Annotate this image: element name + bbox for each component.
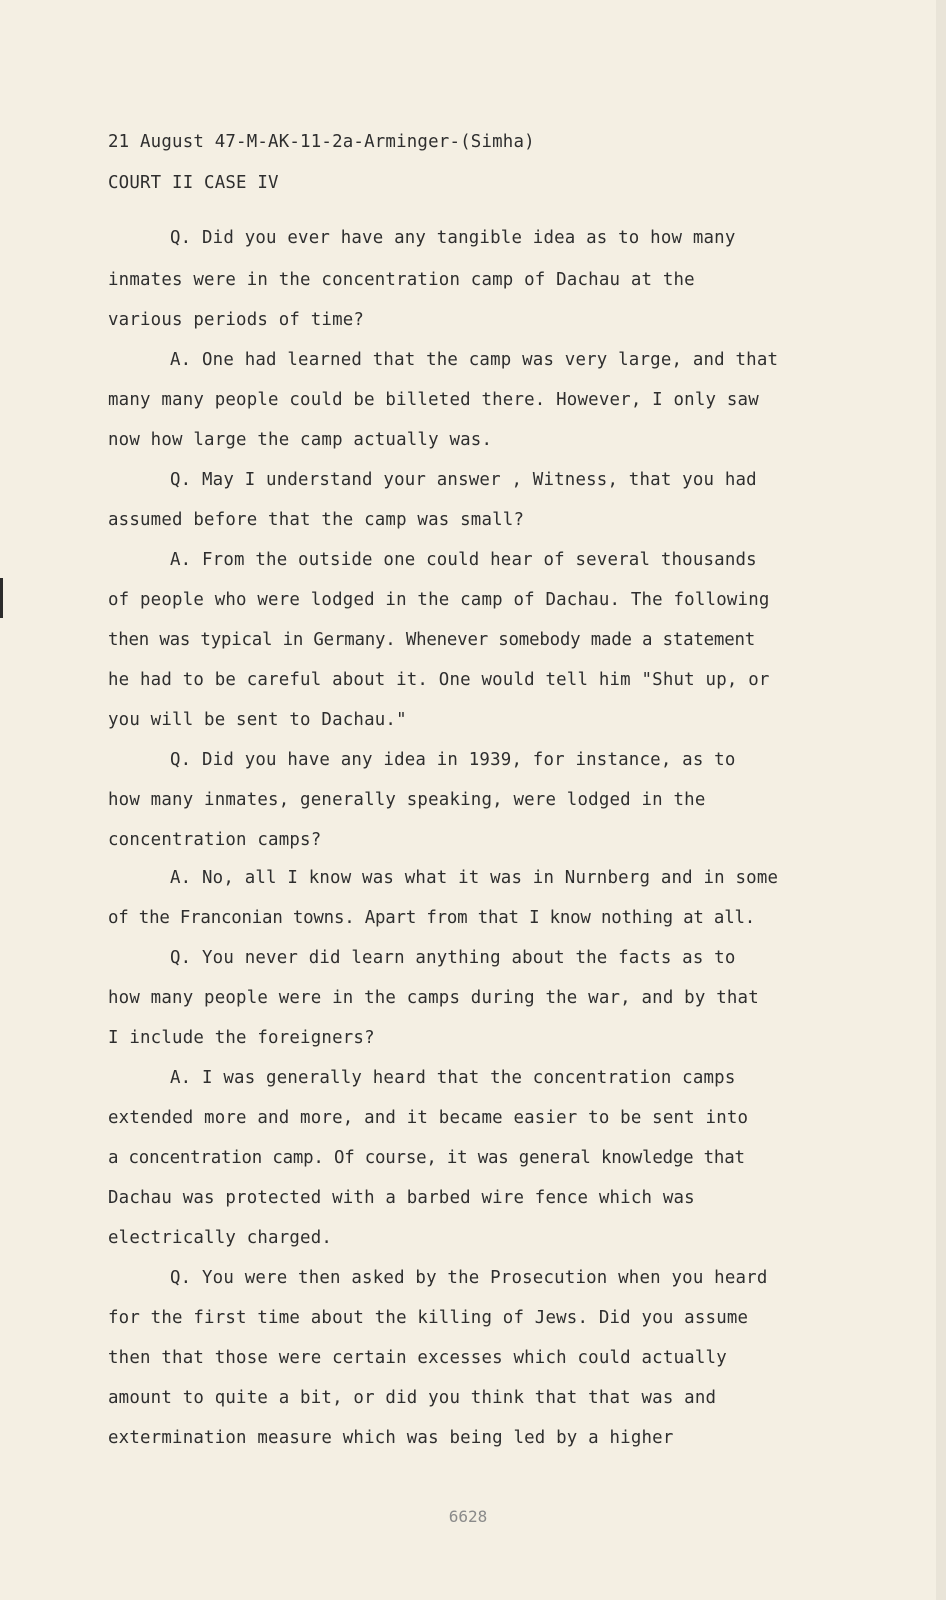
page-number: 6628 (448, 1507, 488, 1526)
transcript-line-12: he had to be careful about it. One would tell him "Shut up, or (108, 670, 770, 690)
transcript-line-20: how many people were in the camps during the war, and by that (108, 988, 759, 1008)
transcript-line-31: extermination measure which was being led by a higher (108, 1428, 674, 1448)
transcript-line-28: for the first time about the killing of Jews. Did you assume (108, 1308, 749, 1328)
header-line: 21 August 47-M-AK-11-2a-Arminger-(Simha) (108, 132, 535, 152)
transcript-line-17: A. No, all I know was what it was in Nurnberg and in some (170, 868, 779, 888)
transcript-line-16: concentration camps? (108, 830, 322, 850)
transcript-line-9: A. From the outside one could hear of several thousands (170, 550, 757, 570)
transcript-line-18: of the Franconian towns. Apart from that I know nothing at all. (108, 908, 756, 928)
transcript-line-29: then that those were certain excesses which could actually (108, 1348, 727, 1368)
transcript-line-21: I include the foreigners? (108, 1028, 375, 1048)
transcript-line-1: Q. Did you ever have any tangible idea as to how many (170, 228, 736, 248)
transcript-line-6: now how large the camp actually was. (108, 430, 493, 450)
transcript-line-19: Q. You never did learn anything about the facts as to (170, 948, 736, 968)
transcript-line-25: Dachau was protected with a barbed wire fence which was (108, 1188, 695, 1208)
transcript-line-30: amount to quite a bit, or did you think that that was and (108, 1388, 717, 1408)
transcript-line-8: assumed before that the camp was small? (108, 510, 525, 530)
transcript-line-7: Q. May I understand your answer , Witness, that you had (170, 470, 757, 490)
transcript-line-3: various periods of time? (108, 310, 365, 330)
transcript-line-26: electrically charged. (108, 1228, 333, 1248)
transcript-line-4: A. One had learned that the camp was very large, and that (170, 350, 779, 370)
transcript-line-23: extended more and more, and it became easier to be sent into (108, 1108, 749, 1128)
transcript-line-2: inmates were in the concentration camp of Dachau at the (108, 270, 695, 290)
transcript-line-5: many many people could be billeted there. However, I only saw (108, 390, 759, 410)
margin-mark (0, 578, 3, 618)
transcript-line-13: you will be sent to Dachau." (108, 710, 407, 730)
transcript-line-14: Q. Did you have any idea in 1939, for instance, as to (170, 750, 736, 770)
transcript-line-22: A. I was generally heard that the concentration camps (170, 1068, 736, 1088)
transcript-line-24: a concentration camp. Of course, it was general knowledge that (108, 1148, 745, 1168)
transcript-line-27: Q. You were then asked by the Prosecution when you heard (170, 1268, 768, 1288)
transcript-line-11: then was typical in Germany. Whenever somebody made a statement (108, 630, 756, 650)
court-line: COURT II CASE IV (108, 173, 279, 193)
transcript-line-15: how many inmates, generally speaking, were lodged in the (108, 790, 706, 810)
transcript-line-10: of people who were lodged in the camp of Dachau. The following (108, 590, 770, 610)
